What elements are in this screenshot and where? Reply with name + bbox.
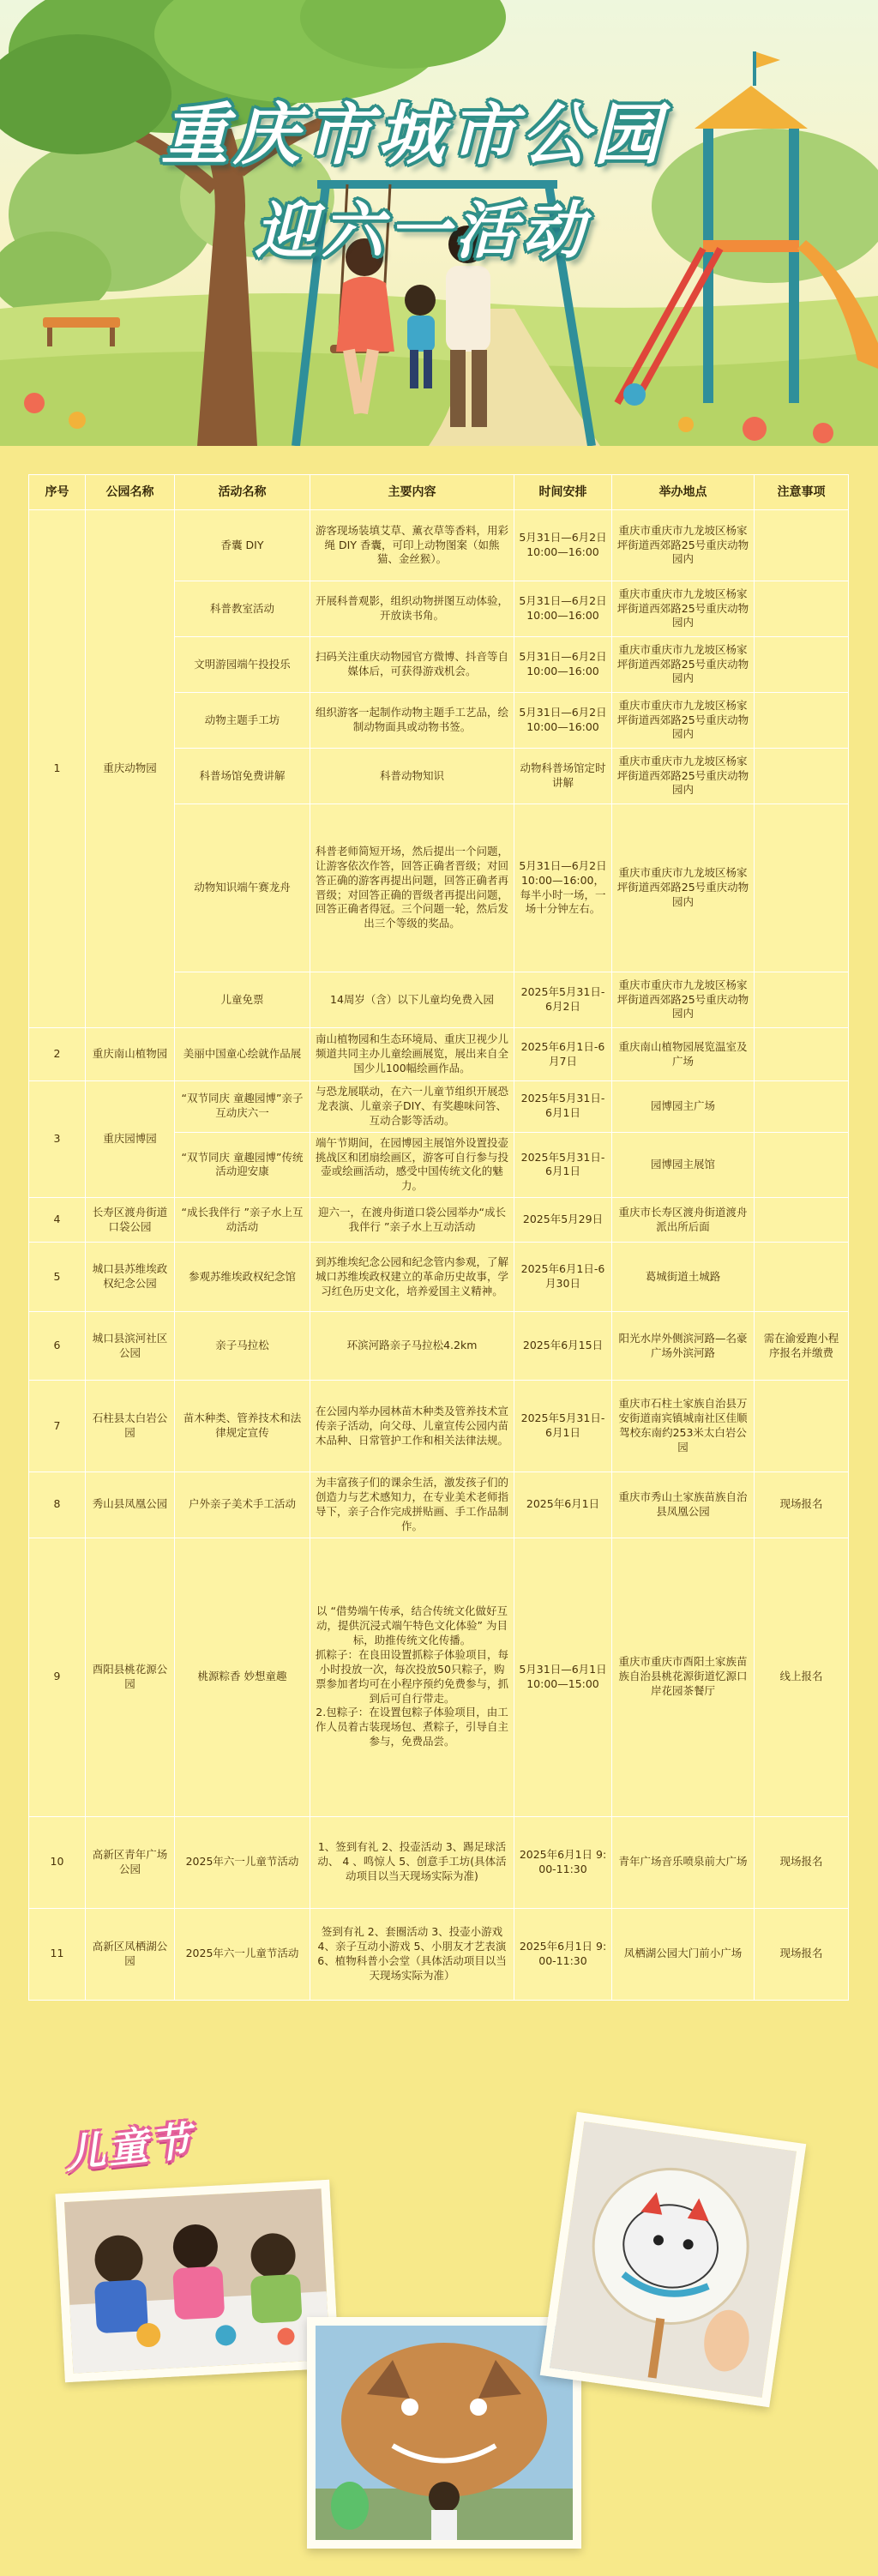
cell-note <box>755 1132 849 1198</box>
table-row <box>29 1081 849 1133</box>
cell-no: 6 <box>29 1312 86 1381</box>
cell-content: 到苏维埃纪念公园和纪念管内参观，了解城口苏维埃政权建立的革命历史故事，学习红色历史文化，培养爱国主义精神。 <box>310 1243 514 1312</box>
cell-note <box>755 1028 849 1081</box>
cell-place: 重庆市重庆市九龙坡区杨家坪街道西郊路25号重庆动物园内 <box>612 749 755 804</box>
cell-note: 现场报名 <box>755 1816 849 1908</box>
cell-park-name: 石柱县太白岩公园 <box>86 1381 175 1472</box>
cell-place: 重庆市重庆市九龙坡区杨家坪街道西郊路25号重庆动物园内 <box>612 693 755 749</box>
cell-place: 青年广场音乐喷泉前大广场 <box>612 1816 755 1908</box>
cell-place: 重庆市重庆市九龙坡区杨家坪街道西郊路25号重庆动物园内 <box>612 510 755 581</box>
table-row <box>29 1312 849 1381</box>
table-row <box>29 1472 849 1538</box>
cell-note <box>755 749 849 804</box>
cell-place: 重庆市重庆市九龙坡区杨家坪街道西郊路25号重庆动物园内 <box>612 972 755 1028</box>
cell-time: 5月31日—6月2日 10:00—16:00 <box>514 693 612 749</box>
cell-activity-name: 动物知识端午赛龙舟 <box>175 804 310 972</box>
cell-no: 1 <box>29 510 86 1028</box>
cell-note: 需在渝爱跑小程序报名并缴费 <box>755 1312 849 1381</box>
cell-time: 2025年5月31日-6月1日 <box>514 1381 612 1472</box>
cell-park-name: 高新区凤栖湖公园 <box>86 1908 175 2000</box>
cell-content: 与恐龙展联动，在六一儿童节组织开展恐龙表演、儿童亲子DIY、有奖趣味问答、互动合影等活动。 <box>310 1081 514 1133</box>
cell-content: 科普动物知识 <box>310 749 514 804</box>
cell-time: 2025年6月1日-6月30日 <box>514 1243 612 1312</box>
cell-no: 2 <box>29 1028 86 1081</box>
title-line-2: 迎六一活动 <box>254 195 589 267</box>
cell-activity-name: 桃源粽香 妙想童趣 <box>175 1538 310 1816</box>
cell-park-name: 酉阳县桃花源公园 <box>86 1538 175 1816</box>
cell-time: 2025年5月31日-6月1日 <box>514 1081 612 1133</box>
cell-note <box>755 637 849 693</box>
table-row <box>29 1381 849 1472</box>
cell-time: 2025年5月31日-6月2日 <box>514 972 612 1028</box>
cell-activity-name: 苗木种类、管养技术和法律规定宣传 <box>175 1381 310 1472</box>
cell-activity-name: “双节同庆 童趣园博”传统活动迎安康 <box>175 1132 310 1198</box>
header-no: 序号 <box>29 475 86 510</box>
cell-content: 端午节期间，在园博园主展馆外设置投壶挑战区和团扇绘画区，游客可自行参与投壶或绘画活动，感受中国传统文化的魅力。 <box>310 1132 514 1198</box>
cell-time: 2025年6月15日 <box>514 1312 612 1381</box>
cell-place: 葛城街道土城路 <box>612 1243 755 1312</box>
header-note: 注意事项 <box>755 475 849 510</box>
table-header-row <box>29 475 849 510</box>
cell-note <box>755 693 849 749</box>
cell-note: 现场报名 <box>755 1472 849 1538</box>
cell-time: 2025年5月29日 <box>514 1198 612 1243</box>
cell-content: 南山植物园和生态环境局、重庆卫视少儿频道共同主办儿童绘画展览，展出来自全国少儿100幅绘画作品。 <box>310 1028 514 1081</box>
cell-place: 园博园主广场 <box>612 1081 755 1133</box>
cell-content: 游客现场装填艾草、薰衣草等香料，用彩绳 DIY 香囊，可印上动物图案（如熊猫、金丝猴）。 <box>310 510 514 581</box>
header-time: 时间安排 <box>514 475 612 510</box>
cell-activity-name: 2025年六一儿童节活动 <box>175 1816 310 1908</box>
cell-place: 重庆市重庆市九龙坡区杨家坪街道西郊路25号重庆动物园内 <box>612 581 755 637</box>
cell-activity-name: 科普教室活动 <box>175 581 310 637</box>
cell-park-name: 城口县苏维埃政权纪念公园 <box>86 1243 175 1312</box>
cell-no: 10 <box>29 1816 86 1908</box>
table-row <box>29 1028 849 1081</box>
cell-activity-name: 美丽中国童心绘就作品展 <box>175 1028 310 1081</box>
hero-banner <box>0 0 878 446</box>
cell-note <box>755 804 849 972</box>
cell-place: 阳光水岸外侧滨河路—名豪广场外滨河路 <box>612 1312 755 1381</box>
cell-place: 重庆市长寿区渡舟街道渡舟派出所后面 <box>612 1198 755 1243</box>
cell-activity-name: 参观苏维埃政权纪念馆 <box>175 1243 310 1312</box>
page-title <box>0 81 878 270</box>
cell-content: 环滨河路亲子马拉松4.2km <box>310 1312 514 1381</box>
cell-activity-name: 亲子马拉松 <box>175 1312 310 1381</box>
cell-content: 科普老师简短开场，然后提出一个问题，让游客依次作答，回答正确者晋级；对回答正确的游客再提出问题，回答正确者再晋级；对回答正确的晋级者再提出问题，回答正确者得冠。三个问题一轮，然后发出三个等级的奖品。 <box>310 804 514 972</box>
cell-content: 组织游客一起制作动物主题手工艺品，绘制动物面具或动物书签。 <box>310 693 514 749</box>
cell-content: 签到有礼 2、套圈活动 3、投壶小游戏 4、亲子互动小游戏 5、小朋友才艺表演 6、植物科普小会堂（具体活动项目以当天现场实际为准） <box>310 1908 514 2000</box>
photo-collage <box>0 2092 878 2576</box>
cell-note <box>755 1381 849 1472</box>
cell-place: 园博园主展馆 <box>612 1132 755 1198</box>
photo-dinosaur-show <box>307 2317 581 2549</box>
header-place: 举办地点 <box>612 475 755 510</box>
table-row <box>29 1538 849 1816</box>
cell-content: 迎六一，在渡舟街道口袋公园举办“成长我伴行 ”亲子水上互动活动 <box>310 1198 514 1243</box>
cell-time: 5月31日—6月2日 10:00—16:00，每半小时一场，一场十分钟左右。 <box>514 804 612 972</box>
cell-park-name: 高新区青年广场公园 <box>86 1816 175 1908</box>
cell-note <box>755 581 849 637</box>
table-row <box>29 1816 849 1908</box>
cell-activity-name: 文明游园端午投投乐 <box>175 637 310 693</box>
cell-activity-name: 2025年六一儿童节活动 <box>175 1908 310 2000</box>
cell-no: 5 <box>29 1243 86 1312</box>
cell-time: 5月31日—6月2日 10:00—16:00 <box>514 581 612 637</box>
cell-time: 2025年6月1日-6月7日 <box>514 1028 612 1081</box>
cell-park-name: 城口县滨河社区公园 <box>86 1312 175 1381</box>
cell-note: 现场报名 <box>755 1908 849 2000</box>
cell-note <box>755 1198 849 1243</box>
cell-activity-name: 儿童免票 <box>175 972 310 1028</box>
cell-park-name: 秀山县凤凰公园 <box>86 1472 175 1538</box>
activity-table <box>28 474 849 2001</box>
cell-note: 线上报名 <box>755 1538 849 1816</box>
cell-content: 1、签到有礼 2、投壶活动 3、踢足球活动、 4 、鸣惊人 5、创意手工坊(具体活动项目以当天现场实际为准) <box>310 1816 514 1908</box>
table-row <box>29 1198 849 1243</box>
cell-time: 2025年6月1日 9:00-11:30 <box>514 1908 612 2000</box>
cell-no: 4 <box>29 1198 86 1243</box>
cell-no: 7 <box>29 1381 86 1472</box>
cell-place: 重庆南山植物园展览温室及广场 <box>612 1028 755 1081</box>
cell-place: 重庆市秀山土家族苗族自治县凤凰公园 <box>612 1472 755 1538</box>
cell-note <box>755 972 849 1028</box>
photo-fan-painting <box>540 2112 807 2408</box>
cell-no: 9 <box>29 1538 86 1816</box>
children-day-title: 儿童节 <box>63 2117 196 2177</box>
cell-content: 开展科普观影，组织动物拼图互动体验，开放读书角。 <box>310 581 514 637</box>
title-line-1: 重庆市城市公园 <box>160 97 665 174</box>
cell-time: 动物科普场馆定时讲解 <box>514 749 612 804</box>
cell-park-name: 重庆园博园 <box>86 1081 175 1198</box>
header-activity: 活动名称 <box>175 475 310 510</box>
cell-time: 5月31日—6月2日 10:00—16:00 <box>514 510 612 581</box>
cell-content: 14周岁（含）以下儿童均免费入园 <box>310 972 514 1028</box>
cell-park-name: 长寿区渡舟街道口袋公园 <box>86 1198 175 1243</box>
table-row <box>29 1243 849 1312</box>
cell-activity-name: “成长我伴行 ”亲子水上互动活动 <box>175 1198 310 1243</box>
cell-content: 扫码关注重庆动物园官方微博、抖音等自媒体后，可获得游戏机会。 <box>310 637 514 693</box>
cell-time: 2025年6月1日 9:00-11:30 <box>514 1816 612 1908</box>
header-park: 公园名称 <box>86 475 175 510</box>
cell-time: 5月31日—6月1日 10:00—15:00 <box>514 1538 612 1816</box>
cell-note <box>755 1081 849 1133</box>
cell-park-name: 重庆动物园 <box>86 510 175 1028</box>
table-body <box>29 510 849 2001</box>
table-row <box>29 510 849 581</box>
cell-no: 3 <box>29 1081 86 1198</box>
cell-place: 重庆市重庆市酉阳土家族苗族自治县桃花源街道忆源口岸花园茶餐厅 <box>612 1538 755 1816</box>
cell-time: 2025年5月31日-6月1日 <box>514 1132 612 1198</box>
activity-table-container <box>28 474 848 2001</box>
cell-activity-name: 户外亲子美术手工活动 <box>175 1472 310 1538</box>
cell-no: 11 <box>29 1908 86 2000</box>
cell-note <box>755 1243 849 1312</box>
cell-place: 凤栖湖公园大门前小广场 <box>612 1908 755 2000</box>
cell-activity-name: 香囊 DIY <box>175 510 310 581</box>
cell-content: 以 “借势端午传承，结合传统文化做好互动，提供沉浸式端午特色文化体验” 为目标，助推传统文化传播。 抓粽子：在良田设置抓粽子体验项目，每小时投放一次，每次投放50只粽子，购票参加者均可在小程序预约免费参与，抓到后可自行带走。 2.包粽子：在设置包粽子体验项目，由工作人员着古装现场包、煮粽子，引导自主参与，免费品尝。 <box>310 1538 514 1816</box>
header-content: 主要内容 <box>310 475 514 510</box>
cell-content: 在公园内举办园林苗木种类及管养技术宣传亲子活动，向父母、儿童宣传公园内苗木品种、日常管护工作和相关法律法规。 <box>310 1381 514 1472</box>
cell-place: 重庆市石柱土家族自治县万安街道南宾镇城南社区佳顺驾校东南约253米太白岩公园 <box>612 1381 755 1472</box>
cell-place: 重庆市重庆市九龙坡区杨家坪街道西郊路25号重庆动物园内 <box>612 804 755 972</box>
cell-time: 2025年6月1日 <box>514 1472 612 1538</box>
cell-activity-name: 科普场馆免费讲解 <box>175 749 310 804</box>
cell-place: 重庆市重庆市九龙坡区杨家坪街道西郊路25号重庆动物园内 <box>612 637 755 693</box>
photo-kids-painting <box>55 2180 339 2382</box>
cell-activity-name: 动物主题手工坊 <box>175 693 310 749</box>
table-row <box>29 1908 849 2000</box>
cell-time: 5月31日—6月2日 10:00—16:00 <box>514 637 612 693</box>
cell-content: 为丰富孩子们的课余生活，激发孩子们的创造力与艺术感知力，在专业美术老师指导下，亲子合作完成拼贴画、手工作品制作。 <box>310 1472 514 1538</box>
cell-park-name: 重庆南山植物园 <box>86 1028 175 1081</box>
cell-activity-name: “双节同庆 童趣园博”亲子互动庆六一 <box>175 1081 310 1133</box>
cell-note <box>755 510 849 581</box>
cell-no: 8 <box>29 1472 86 1538</box>
